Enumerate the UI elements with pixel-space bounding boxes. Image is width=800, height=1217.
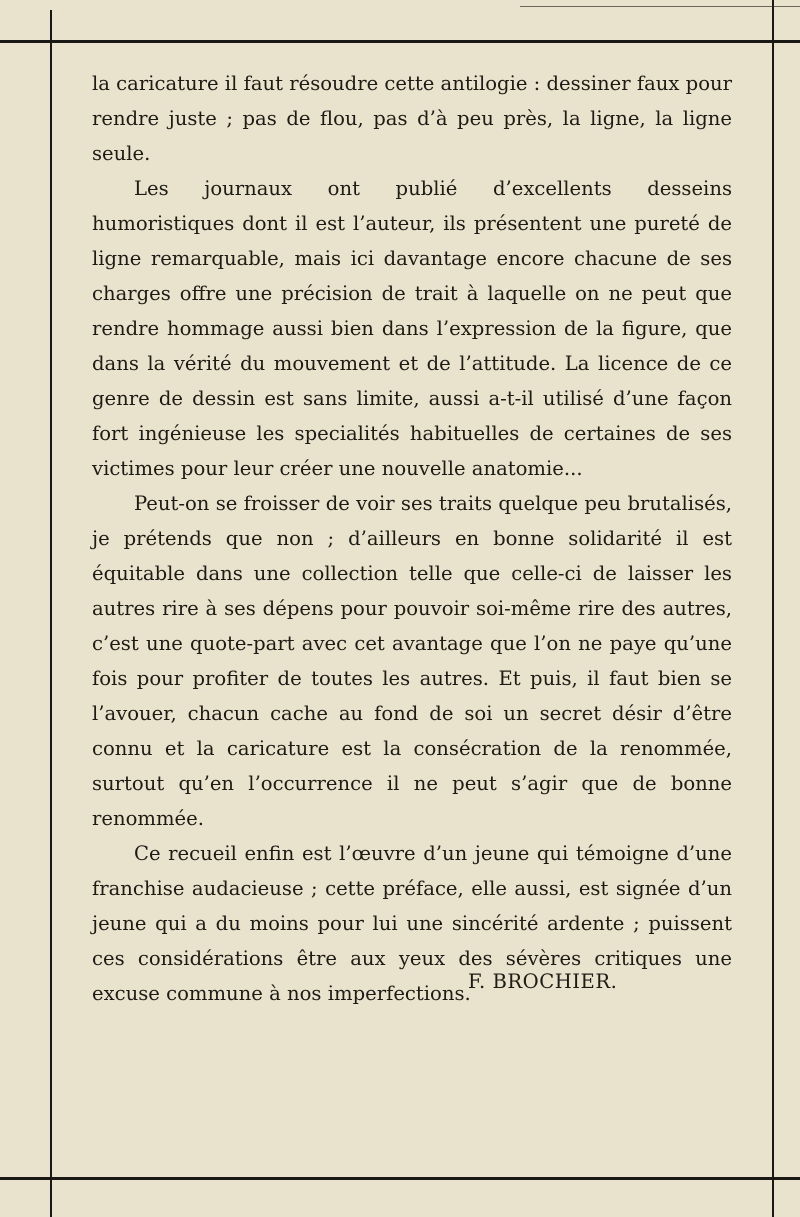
- paragraph-3: Peut-on se froisser de voir ses traits quelque peu brutalisés, je prétends que non ; d’ailleurs en bonne solidarité il est équitable dans une collection telle que celle-ci de laisser les autres rire à ses dépens pour pouvoir soi-même rire des autres, c’est une quote-part avec cet avantage que l’on ne paye qu’une fois pour profiter de toutes les autres. Et puis, il faut bien se l’avouer, chacun cache au fond de soi un secret désir d’être connu et la caricature est la consécration de la renommée, surtout qu’en l’occurrence il ne peut s’agir que de bonne renommée.: [92, 492, 732, 830]
- top-border-thin-line: [520, 6, 800, 7]
- page-body: [92, 66, 732, 1011]
- bottom-border-line: [0, 1177, 800, 1180]
- left-border-line: [50, 10, 52, 1217]
- paragraph-4: Ce recueil enfin est l’œuvre d’un jeune qui témoigne d’une franchise audacieuse ; cette préface, elle aussi, est signée d’un jeune qui a du moins pour lui une sincérité ardente ; puissent ces considérations être aux yeux des sévères critiques une excuse commune à nos imperfections.: [92, 842, 732, 1005]
- paragraph-1: la caricature il faut résoudre cette antilogie : dessiner faux pour rendre juste ; pas de flou, pas d’à peu près, la ligne, la ligne seule.: [92, 72, 732, 165]
- signature: F. BROCHIER.: [468, 970, 618, 993]
- top-border-line: [0, 40, 800, 43]
- right-border-line: [772, 0, 774, 1217]
- paragraph-2: Les journaux ont publié d’excellents desseins humoristiques dont il est l’auteur, ils présentent une pureté de ligne remarquable, mais ici davantage encore chacune de ses charges offre une précision de trait à laquelle on ne peut que rendre hommage aussi bien dans l’expression de la figure, que dans la vérité du mouvement et de l’attitude. La licence de ce genre de dessin est sans limite, aussi a-t-il utilisé d’une façon fort ingénieuse les specialités habituelles de certaines de ses victimes pour leur créer une nouvelle anatomie...: [92, 177, 732, 480]
